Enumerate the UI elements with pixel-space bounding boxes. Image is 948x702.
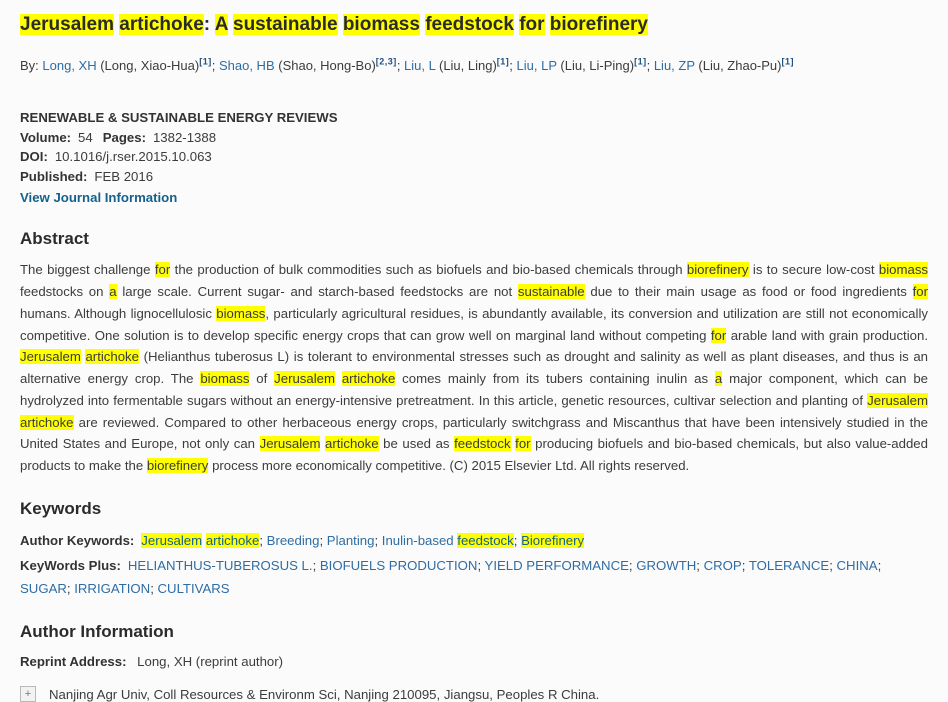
highlighted-text: biomass bbox=[200, 371, 250, 387]
view-journal-link[interactable]: View Journal Information bbox=[20, 189, 178, 205]
highlighted-text: biomass bbox=[342, 14, 420, 35]
plain-text: of bbox=[249, 371, 275, 387]
highlighted-text: for bbox=[154, 262, 171, 278]
doi-line bbox=[20, 147, 928, 167]
author-keywords-line bbox=[20, 529, 928, 552]
keywords-plus-line bbox=[20, 554, 928, 600]
plain-text: are reviewed. Compared to other herbaceous energy crops, particularly switchgrass and Miscanthus that have been intensively studied in the United States and Europe, not only can bbox=[20, 414, 928, 452]
plain-text: process more economically competitive. (C) 2015 Elsevier Ltd. All rights reserved. bbox=[208, 458, 690, 474]
plain-text: feedstocks on bbox=[20, 283, 110, 299]
plain-text: due to their main usage as food or food ingredients bbox=[584, 283, 913, 299]
author-separator: ; bbox=[396, 57, 405, 73]
highlighted-text: biorefinery bbox=[146, 458, 209, 474]
author-keyword-link[interactable] bbox=[267, 533, 320, 548]
keyword-separator: ; bbox=[259, 533, 267, 549]
plain-text: Breeding bbox=[266, 533, 320, 549]
keyword-separator: ; bbox=[477, 558, 485, 574]
plain-text: large scale. Current sugar- and starch-based feedstocks are not bbox=[116, 283, 518, 299]
reprint-address-line bbox=[20, 652, 928, 672]
highlighted-text: biomass bbox=[216, 305, 266, 321]
journal-block bbox=[20, 108, 928, 207]
expand-address-button[interactable]: + bbox=[20, 686, 36, 702]
published-line bbox=[20, 167, 928, 187]
byline bbox=[20, 56, 928, 76]
affiliation-superscript: [1] bbox=[496, 56, 510, 67]
highlighted-text: biorefinery bbox=[686, 262, 749, 278]
highlighted-text: A bbox=[214, 14, 228, 35]
plain-text: Inulin-based bbox=[381, 533, 458, 549]
keyword-separator: ; bbox=[628, 558, 637, 574]
keywords-plus-link[interactable]: CROP bbox=[703, 558, 742, 574]
author-keyword-link[interactable] bbox=[382, 533, 514, 548]
author-info-heading: Author Information bbox=[20, 622, 174, 642]
keyword-separator: ; bbox=[696, 558, 704, 574]
highlighted-text: feedstock bbox=[425, 14, 514, 35]
author-link[interactable]: Liu, L bbox=[404, 57, 436, 73]
doi-value: 10.1016/j.rser.2015.10.063 bbox=[54, 149, 212, 165]
journal-name: RENEWABLE & SUSTAINABLE ENERGY REVIEWS bbox=[20, 110, 338, 126]
plain-text: , particularly agricultural residues, is abundantly available, its conversion and utilization are still not economically competitive. One solution is to develop specific energy crops that can grow well on marginal land without competing bbox=[20, 305, 928, 343]
volume-pages-line bbox=[20, 128, 928, 148]
highlighted-text: artichoke bbox=[85, 349, 139, 365]
highlighted-text: Jerusalem bbox=[20, 349, 81, 365]
highlighted-text: biomass bbox=[878, 262, 929, 278]
keywords-plus-link[interactable]: GROWTH bbox=[636, 558, 697, 574]
abstract-text bbox=[20, 259, 928, 477]
author-full-name: (Shao, Hong-Bo) bbox=[274, 57, 376, 73]
author-separator: ; bbox=[646, 57, 654, 73]
reprint-address-label: Reprint Address: bbox=[20, 654, 127, 670]
page-title bbox=[20, 12, 928, 38]
keywords-plus-link[interactable]: TOLERANCE bbox=[748, 558, 830, 574]
plain-text: Planting bbox=[326, 533, 375, 549]
plain-text: be used as bbox=[378, 436, 455, 452]
plain-text bbox=[545, 14, 550, 35]
author-separator: ; bbox=[211, 57, 219, 73]
plain-text: is to secure low-cost bbox=[748, 262, 879, 278]
keyword-separator: ; bbox=[319, 533, 327, 549]
keyword-separator: ; bbox=[513, 533, 522, 549]
byline-label: By: bbox=[20, 57, 43, 73]
address-text: Nanjing Agr Univ, Coll Resources & Environm Sci, Nanjing 210095, Jiangsu, Peoples R China. bbox=[49, 686, 600, 702]
keyword-separator: ; bbox=[66, 581, 75, 597]
plain-text: : bbox=[203, 14, 215, 35]
keywords-plus-link[interactable]: BIOFUELS PRODUCTION bbox=[319, 558, 478, 574]
keywords-plus-label: KeyWords Plus: bbox=[20, 558, 121, 574]
keywords-plus-link[interactable]: CHINA bbox=[836, 558, 878, 574]
author-full-name: (Liu, Ling) bbox=[435, 57, 497, 73]
author-link[interactable]: Long, XH bbox=[42, 57, 97, 73]
keywords-plus-link[interactable]: IRRIGATION bbox=[74, 581, 151, 597]
keyword-separator: ; bbox=[374, 533, 382, 549]
plain-text: producing biofuels and bio-based chemicals, but also value-added products to make the bbox=[20, 436, 928, 474]
plain-text: The biggest challenge bbox=[20, 262, 155, 278]
highlighted-text: artichoke bbox=[20, 414, 74, 430]
highlighted-text: for bbox=[710, 327, 727, 343]
keywords-plus-list bbox=[20, 558, 881, 596]
plain-text: humans. Although lignocellulosic bbox=[20, 305, 217, 321]
highlighted-text: Jerusalem bbox=[259, 436, 321, 452]
volume-value: 54 bbox=[78, 129, 93, 145]
author-keyword-link[interactable] bbox=[141, 533, 259, 548]
author-full-name: (Long, Xiao-Hua) bbox=[96, 57, 200, 73]
highlighted-text: Jerusalem bbox=[867, 392, 928, 408]
plain-text: major component, which can be hydrolyzed into fermentable sugars without an energy-intensive pretreatment. In this article, genetic resources, cultivar selection and planting of bbox=[20, 371, 929, 408]
highlighted-text: artichoke bbox=[205, 533, 260, 549]
highlighted-text: for bbox=[519, 14, 545, 35]
pages-value: 1382-1388 bbox=[152, 129, 217, 145]
abstract-heading: Abstract bbox=[20, 229, 89, 249]
author-link[interactable]: Liu, LP bbox=[516, 57, 557, 73]
affiliation-superscript: [2,3] bbox=[375, 56, 397, 67]
keyword-separator: ; bbox=[741, 558, 749, 574]
highlighted-text: Jerusalem bbox=[274, 371, 335, 387]
highlighted-text: for bbox=[912, 283, 928, 299]
highlighted-text: Biorefinery bbox=[521, 533, 585, 549]
keywords-plus-link[interactable]: HELIANTHUS-TUBEROSUS L. bbox=[127, 558, 313, 574]
author-full-name: (Liu, Zhao-Pu) bbox=[694, 57, 782, 73]
doi-label: DOI: bbox=[20, 149, 48, 165]
plain-text bbox=[335, 371, 342, 386]
highlighted-text: sustainable bbox=[233, 14, 338, 35]
highlighted-text: Jerusalem bbox=[20, 14, 115, 35]
keyword-separator: ; bbox=[877, 558, 882, 574]
affiliation-superscript: [1] bbox=[781, 56, 794, 67]
plain-text: arable land with grain production. bbox=[726, 327, 928, 343]
byline-authors bbox=[42, 58, 794, 73]
author-link[interactable]: Liu, ZP bbox=[653, 57, 695, 73]
volume-label: Volume: bbox=[20, 129, 72, 145]
highlighted-text: artichoke bbox=[325, 436, 379, 452]
author-keyword-link[interactable] bbox=[327, 533, 375, 548]
author-link[interactable]: Shao, HB bbox=[218, 57, 275, 73]
address-row bbox=[20, 686, 928, 702]
pages-label: Pages: bbox=[102, 129, 146, 145]
keywords-plus-link[interactable]: SUGAR bbox=[20, 581, 67, 597]
affiliation-superscript: [1] bbox=[199, 56, 212, 67]
author-keywords-label: Author Keywords: bbox=[20, 533, 135, 549]
highlighted-text: biorefinery bbox=[549, 14, 648, 35]
plain-text: (Helianthus tuberosus L) is tolerant to environmental stresses such as drought and salinity as well as plant diseases, and thus is an alternative energy crop. The bbox=[20, 349, 929, 387]
highlighted-text: Jerusalem bbox=[141, 533, 203, 549]
highlighted-text: a bbox=[109, 283, 117, 299]
highlighted-text: a bbox=[714, 371, 723, 387]
highlighted-text: artichoke bbox=[341, 371, 396, 387]
keywords-plus-link[interactable]: YIELD PERFORMANCE bbox=[484, 558, 629, 574]
highlighted-text: feedstock bbox=[454, 436, 511, 452]
highlighted-text: sustainable bbox=[517, 283, 585, 299]
keyword-separator: ; bbox=[150, 581, 158, 597]
reprint-address-value: Long, XH (reprint author) bbox=[133, 654, 284, 670]
author-keyword-link[interactable] bbox=[521, 533, 584, 548]
plain-text: comes mainly from its tubers containing inulin as bbox=[395, 371, 715, 387]
highlighted-text: artichoke bbox=[119, 14, 204, 35]
keywords-plus-link[interactable]: CULTIVARS bbox=[157, 581, 230, 597]
plain-text: the production of bulk commodities such as biofuels and bio-based chemicals through bbox=[170, 262, 687, 278]
keyword-separator: ; bbox=[312, 558, 320, 574]
author-keywords-list bbox=[141, 533, 584, 548]
keywords-heading: Keywords bbox=[20, 499, 102, 519]
highlighted-text: feedstock bbox=[457, 533, 514, 549]
published-label: Published: bbox=[20, 168, 88, 184]
affiliation-superscript: [1] bbox=[634, 56, 647, 67]
highlighted-text: for bbox=[515, 436, 531, 452]
keyword-separator: ; bbox=[829, 558, 837, 574]
published-value: FEB 2016 bbox=[94, 168, 154, 184]
author-separator: ; bbox=[509, 57, 517, 73]
author-full-name: (Liu, Li-Ping) bbox=[556, 57, 635, 73]
